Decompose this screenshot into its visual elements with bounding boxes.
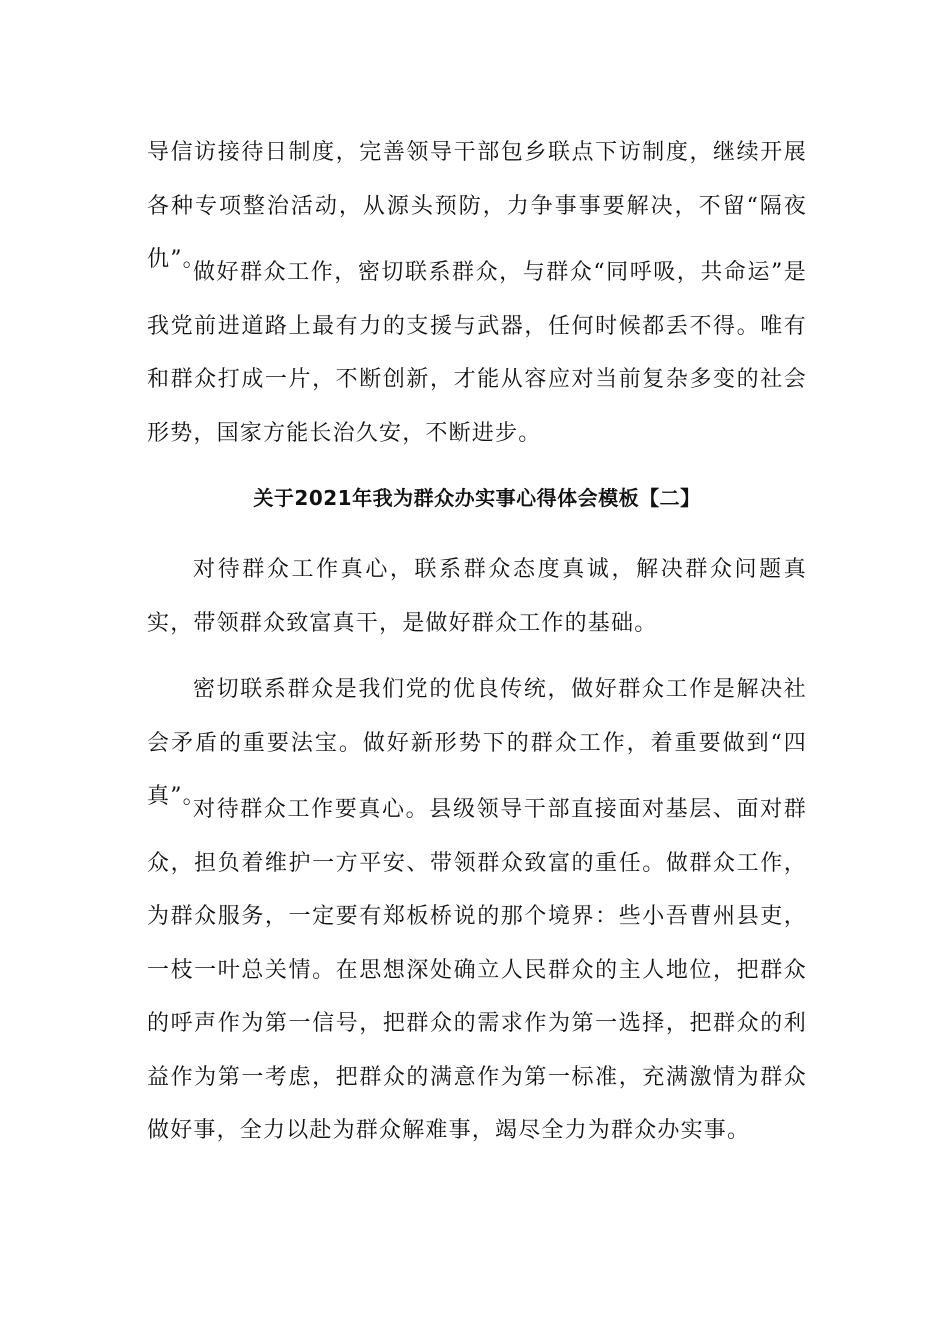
section-paragraph-1: 对待群众工作真心，联系群众态度真诚，解决群众问题真实，带领群众致富真干，是做好群众工作的基础。 [147, 557, 807, 636]
paragraph-mass-work: 做好群众工作，密切联系群众，与群众“同呼吸，共命运”是我党前进道路上最有力的支援与武器，任何时候都丢不得。唯有和群众打成一片，不断创新，才能从容应对当前复杂多变的社会形势，国家方能长治久安，不断进步。 [147, 260, 807, 446]
section-paragraph-3: 对待群众工作要真心。县级领导干部直接面对基层、面对群众，担负着维护一方平安、带领群众致富的重任。做群众工作，为群众服务，一定要有郑板桥说的那个境界：些小吾曹州县吏，一枝一叶总关情。在思想深处确立人民群众的主人地位，把群众的呼声作为第一信号，把群众的需求作为第一选择，把群众的利益作为第一考虑，把群众的满意作为第一标准，充满激情为群众做好事，全力以赴为群众解难事，竭尽全力为群众办实事。 [147, 797, 807, 1143]
section-paragraph-2: 密切联系群众是我们党的优良传统，做好群众工作是解决社会矛盾的重要法宝。做好新形势下的群众工作，着重要做到“四真”。 [147, 677, 807, 809]
section-title: 关于2021年我为群众办实事心得体会模板【二】 [253, 486, 701, 510]
paragraph-continuation: 导信访接待日制度，完善领导干部包乡联点下访制度，继续开展各种专项整治活动，从源头预防，力争事事要解决，不留“隔夜仇”。 [147, 140, 807, 272]
